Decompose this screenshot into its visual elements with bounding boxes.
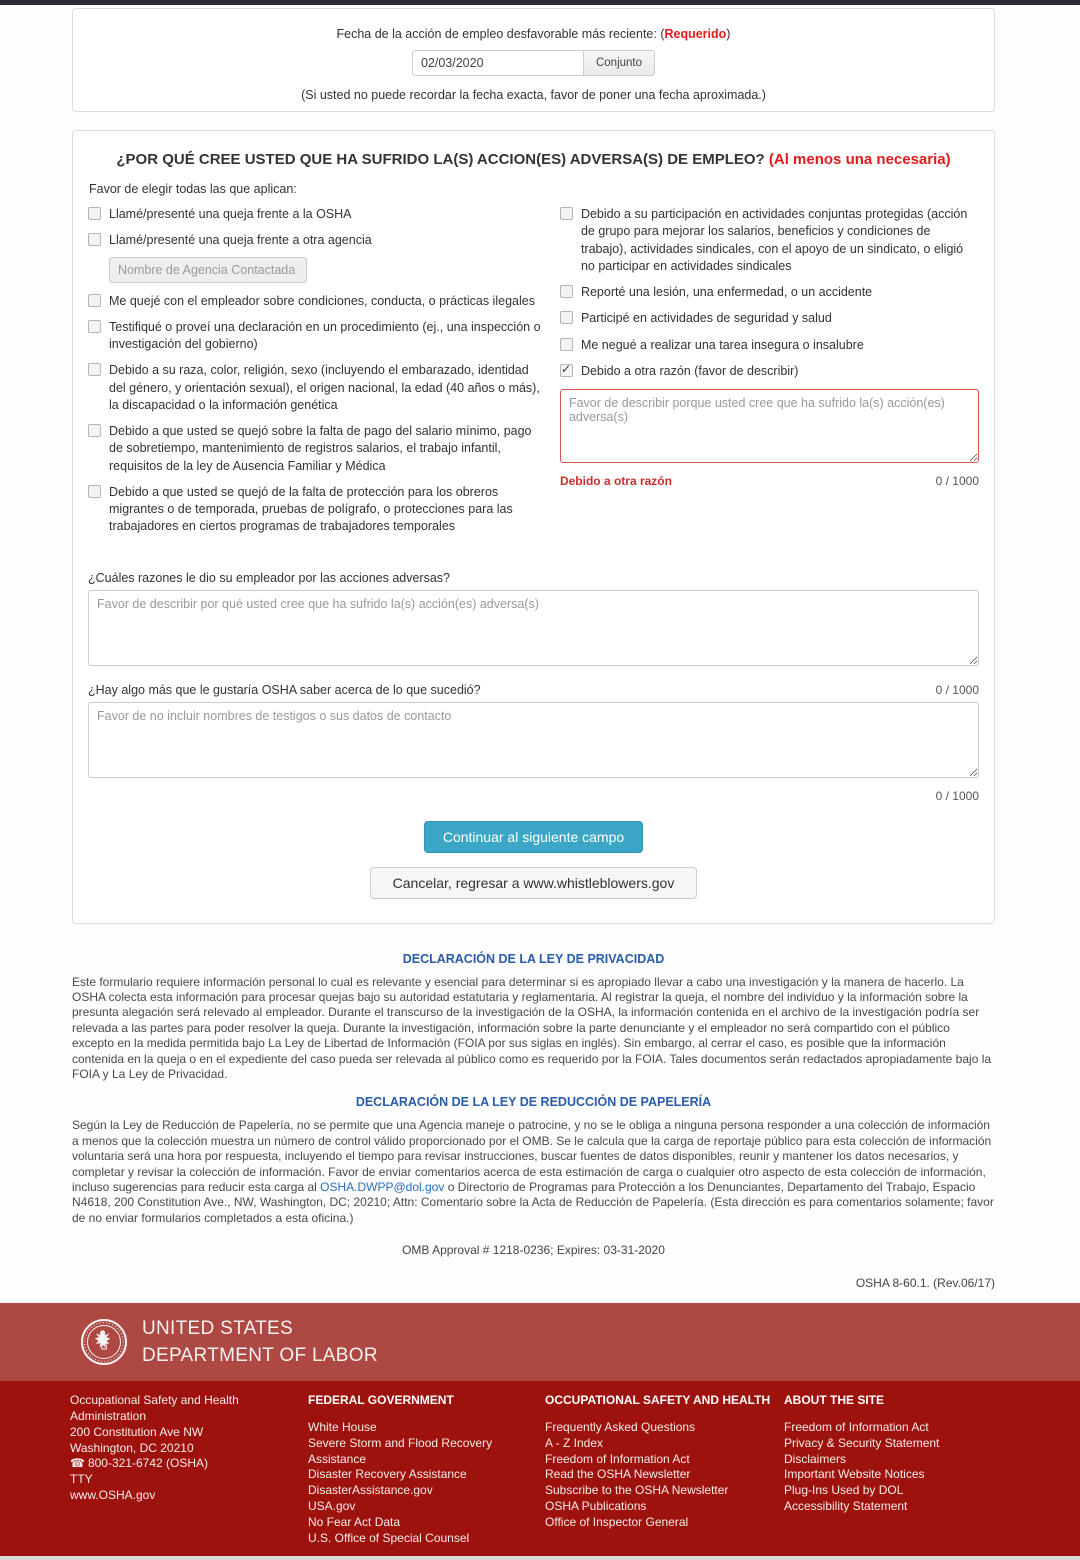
checkbox[interactable] bbox=[88, 207, 101, 220]
footer-link[interactable]: DisasterAssistance.gov bbox=[308, 1483, 433, 1498]
checkbox-item bbox=[88, 293, 542, 310]
date-set-button[interactable]: Conjunto bbox=[584, 50, 655, 76]
footer-links-band bbox=[0, 1381, 1080, 1556]
footer-link[interactable]: U.S. Office of Special Counsel bbox=[308, 1530, 470, 1545]
char-counter: 0 / 1000 bbox=[935, 474, 979, 488]
omb-approval-line: OMB Approval # 1218-0236; Expires: 03-31-2020 bbox=[402, 1243, 665, 1258]
date-label-text: Fecha de la acción de empleo desfavorable más reciente: ( bbox=[336, 27, 665, 41]
checkbox[interactable] bbox=[88, 363, 101, 376]
paperwork-text-after: o Directorio de Programas para Protección a los Denunciantes, Departamento del Trabajo, Espacio N4618, 200 Constitution Ave., NW, Washington, DC; 20210; Attn: Comentario sobre la Acta de Reducción de Papelería. (Esta dirección es para comentarios solamente; favor de no enviar formularios completados a esta oficina.) bbox=[72, 1179, 994, 1225]
checkbox[interactable] bbox=[88, 424, 101, 437]
other-reason-meta-row bbox=[560, 474, 979, 488]
checkbox-item bbox=[560, 310, 979, 327]
reasons-title-text: ¿POR QUÉ CREE USTED QUE HA SUFRIDO LA(S) ACCION(ES) ADVERSA(S) DE EMPLEO? bbox=[116, 151, 769, 168]
footer-agency-line1: UNITED STATES bbox=[142, 1318, 293, 1340]
reasons-title bbox=[88, 151, 979, 168]
continue-button[interactable]: Continuar al siguiente campo bbox=[424, 821, 643, 853]
footer-address-column bbox=[70, 1393, 308, 1556]
checkbox-item bbox=[88, 484, 542, 536]
checkbox[interactable] bbox=[88, 320, 101, 333]
checkbox[interactable] bbox=[560, 338, 573, 351]
checkbox-label: Me negué a realizar una tarea insegura o insalubre bbox=[580, 337, 864, 352]
footer-link[interactable]: Freedom of Information Act bbox=[545, 1451, 690, 1466]
footer-link[interactable]: Disaster Recovery Assistance bbox=[308, 1467, 467, 1482]
checkbox[interactable] bbox=[88, 294, 101, 307]
reasons-section-card bbox=[72, 130, 995, 924]
footer-column-header: ABOUT THE SITE bbox=[784, 1393, 885, 1408]
agency-name-input bbox=[109, 257, 307, 283]
checkbox-item bbox=[560, 363, 979, 380]
footer-link[interactable]: Freedom of Information Act bbox=[784, 1419, 929, 1434]
footer-link[interactable]: Office of Inspector General bbox=[545, 1514, 689, 1529]
checkbox-column-right bbox=[560, 206, 979, 545]
footer-link[interactable]: Plug-Ins Used by DOL bbox=[784, 1483, 904, 1498]
date-label-close: ) bbox=[726, 27, 731, 41]
checkbox-item bbox=[560, 284, 979, 301]
footer-website-link[interactable]: www.OSHA.gov bbox=[70, 1487, 156, 1502]
phone-icon: ☎ bbox=[70, 1456, 85, 1471]
footer-link[interactable]: Frequently Asked Questions bbox=[545, 1419, 696, 1434]
footer-column-osha bbox=[545, 1393, 784, 1556]
footer-link[interactable]: A - Z Index bbox=[545, 1435, 604, 1450]
page-content bbox=[72, 8, 995, 1290]
footer-link[interactable]: No Fear Act Data bbox=[308, 1514, 401, 1529]
checkbox[interactable] bbox=[88, 485, 101, 498]
form-number: OSHA 8-60.1. (Rev.06/17) bbox=[855, 1276, 995, 1291]
footer-column-about bbox=[784, 1393, 939, 1556]
footer-link[interactable]: Disclaimers bbox=[784, 1451, 847, 1466]
checkbox[interactable] bbox=[560, 207, 573, 220]
checkbox-label: Debido a su raza, color, religión, sexo (incluyendo el embarazado, identidad del género, y orientación sexual), el origen nacional, la edad (40 años o más), la discapacidad o la información genética bbox=[109, 363, 540, 412]
privacy-act-heading: DECLARACIÓN DE LA LEY DE PRIVACIDAD bbox=[402, 951, 665, 966]
anything-else-row bbox=[88, 683, 979, 697]
paperwork-act-body bbox=[72, 1118, 995, 1226]
checkbox-other-reason[interactable] bbox=[560, 364, 573, 377]
anything-else-textarea[interactable] bbox=[88, 702, 979, 778]
other-reason-textarea[interactable] bbox=[560, 389, 979, 463]
char-counter: 0 / 1000 bbox=[935, 682, 979, 697]
footer-link[interactable]: Severe Storm and Flood Recovery Assistance bbox=[308, 1435, 493, 1466]
paperwork-act-heading: DECLARACIÓN DE LA LEY DE REDUCCIÓN DE PAPELERÍA bbox=[355, 1095, 712, 1110]
checkbox-label: Llamé/presenté una queja frente a otra agencia bbox=[109, 233, 372, 248]
checkbox-label: Llamé/presenté una queja frente a la OSHA bbox=[109, 207, 352, 221]
anything-else-question: ¿Hay algo más que le gustaría OSHA saber acerca de lo que sucedió? bbox=[88, 682, 481, 697]
footer-link[interactable]: Subscribe to the OSHA Newsletter bbox=[545, 1483, 729, 1498]
form-buttons bbox=[88, 821, 979, 899]
reasons-required-indicator: (Al menos una necesaria) bbox=[768, 151, 951, 168]
checkbox-item bbox=[560, 206, 979, 275]
checkbox-label: Debido a otra razón (favor de describir) bbox=[580, 363, 799, 378]
checkbox-item bbox=[88, 232, 542, 249]
reasons-instruction: Favor de elegir todas las que aplican: bbox=[89, 182, 297, 196]
required-indicator: Requerido bbox=[664, 27, 727, 41]
char-counter: 0 / 1000 bbox=[935, 788, 979, 803]
footer-street: 200 Constitution Ave NW bbox=[70, 1424, 204, 1439]
other-reason-error-label: Debido a otra razón bbox=[559, 474, 672, 488]
footer-link[interactable]: OSHA Publications bbox=[545, 1498, 647, 1513]
footer-link[interactable]: Important Website Notices bbox=[784, 1467, 925, 1482]
top-bar bbox=[0, 0, 1080, 5]
footer-column-header: OCCUPATIONAL SAFETY AND HEALTH bbox=[545, 1393, 771, 1408]
checkbox-label: Testifiqué o proveí una declaración en un procedimiento (ej., una inspección o investigación del gobierno) bbox=[109, 319, 541, 351]
checkbox-item bbox=[560, 337, 979, 354]
footer-agency-title bbox=[142, 1315, 378, 1369]
checkbox-label: Debido a que usted se quejó sobre la falta de pago del salario mínimo, pago de sobretiempo, mantenimiento de registros salarios, el trabajo infantil, requisitos de la ley de Ausencia Familiar y Médica bbox=[109, 424, 532, 473]
dwpp-email-link[interactable]: OSHA.DWPP@dol.gov bbox=[320, 1179, 445, 1194]
checkbox-item bbox=[88, 319, 542, 354]
date-note: (Si usted no puede recordar la fecha exacta, favor de poner una fecha aproximada.) bbox=[301, 88, 766, 102]
privacy-act-body: Este formulario requiere información personal lo cual es relevante y esencial para determinar si es apropiado llevar a cabo una investigación y la manera de hacerlo. La OSHA colecta esta información para procesar quejas bajo su autoridad estatutaria y reglamentaria. Al registrar la queja, el nombre del individuo y la información sobre la presunta alegación será relevado al empleador. Durante el transcurso de la investigación de la OSHA, la información contenida en el archivo de la investigación podría ser relevada a las partes para poder resolver la queja. Durante la investigación, información sobre la parte denunciante y el empleador no será compartido con el público excepto en la medida permitida bajo La Ley de Libertad de Información (FOIA por sus siglas en inglés). Sin embargo, al cerrar el caso, es posible que la información contenida en la queja o en el expediente del caso pueda ser relevada al público como es requerido por la FOIA. Tales documentos serán redactados apropiadamente bajo la FOIA y La Ley de Privacidad. bbox=[72, 974, 992, 1081]
footer-column-federal-government bbox=[308, 1393, 545, 1556]
footer-org-name: Occupational Safety and Health Administration bbox=[70, 1393, 239, 1423]
checkbox-item bbox=[88, 362, 542, 414]
paperwork-text-before: Según la Ley de Reducción de Papelería, no se permite que una Agencia maneje o patrocine, y no se le obliga a ninguna persona responder a una colección de información a menos que la colección muestra un número de control válido proporcionado por el OMB. Se le calcula que la carga de reportaje público para esta colección de información voluntaria será una hora por respuesta, incluyendo el tiempo para revisar instrucciones, buscar fuentes de datos disponibles, reunir y mantener los datos necesarios, y completar y revisar la colección de información. Favor de enviar comentarios acerca de esta estimación de carga o cualquier otro aspecto de esta colección de información, incluso sugerencias para reducir esta carga al bbox=[72, 1118, 992, 1194]
cancel-button[interactable]: Cancelar, regresar a www.whistleblowers.gov bbox=[370, 867, 698, 899]
footer-phone: 800-321-6742 (OSHA) bbox=[87, 1456, 209, 1471]
checkbox-label: Reporté una lesión, una enfermedad, o un accidente bbox=[580, 285, 873, 299]
checkbox-columns bbox=[88, 206, 979, 545]
checkbox-item bbox=[88, 423, 542, 475]
footer-link[interactable]: Accessibility Statement bbox=[784, 1498, 908, 1513]
footer-city: Washington, DC 20210 bbox=[70, 1440, 194, 1455]
checkbox[interactable] bbox=[560, 311, 573, 324]
footer-link[interactable]: White House bbox=[308, 1419, 377, 1434]
checkbox-label: Debido a su participación en actividades conjuntas protegidas (acción de grupo para mejorar los salarios, beneficios y condiciones de trabajo), actividades sindicales, con el apoyo de un sindicato, o eligió no participar en actividades sindicales bbox=[580, 207, 968, 273]
footer-phone-line bbox=[70, 1456, 308, 1472]
employer-reasons-question: ¿Cuáles razones le dio su empleador por las acciones adversas? bbox=[88, 570, 450, 585]
checkbox-item bbox=[88, 206, 542, 223]
date-section-card bbox=[72, 8, 995, 112]
footer-link[interactable]: USA.gov bbox=[308, 1498, 356, 1513]
footer-link[interactable]: Privacy & Security Statement bbox=[784, 1435, 940, 1450]
footer-brand-band bbox=[0, 1303, 1080, 1381]
footer-column-header: FEDERAL GOVERNMENT bbox=[308, 1393, 454, 1408]
footer-link[interactable]: Read the OSHA Newsletter bbox=[545, 1467, 691, 1482]
checkbox-label: Debido a que usted se quejó de la falta de protección para los obreros migrantes o de temporada, pruebas de polígrafo, o protecciones para las trabajadores en ciertos programas de trabajadores temporales bbox=[109, 484, 513, 534]
footer-agency-line2: DEPARTMENT OF LABOR bbox=[142, 1345, 378, 1367]
date-input[interactable] bbox=[412, 50, 584, 76]
footer-bottom-strip bbox=[0, 1556, 1080, 1560]
checkbox-label: Me quejé con el empleador sobre condiciones, conducta, o prácticas ilegales bbox=[109, 293, 535, 308]
checkbox[interactable] bbox=[88, 233, 101, 246]
checkbox-column-left bbox=[88, 206, 542, 545]
checkbox[interactable] bbox=[560, 285, 573, 298]
dol-seal-icon bbox=[80, 1318, 128, 1366]
date-question-label bbox=[88, 27, 979, 41]
footer-tty: TTY bbox=[70, 1472, 93, 1487]
checkbox-label: Participé en actividades de seguridad y salud bbox=[580, 311, 832, 326]
date-input-group bbox=[412, 50, 655, 76]
employer-reasons-textarea[interactable] bbox=[88, 590, 979, 666]
